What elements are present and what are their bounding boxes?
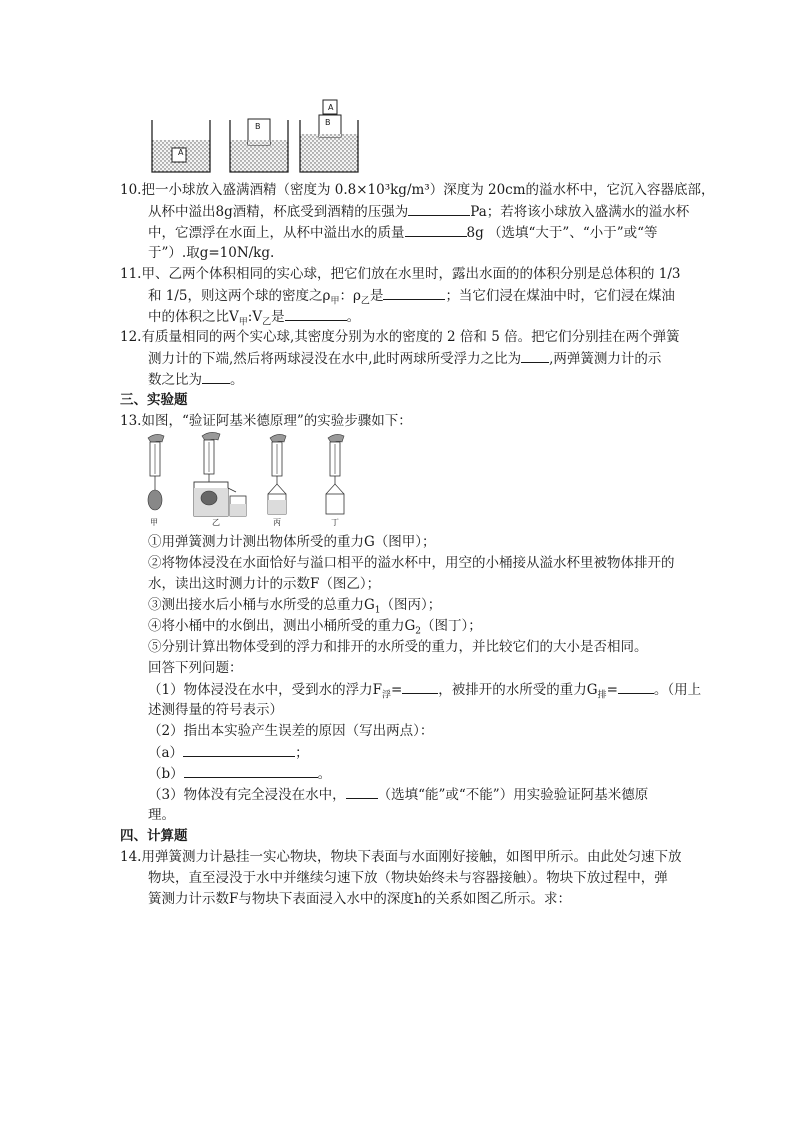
- block-b-label-2: B: [255, 122, 261, 131]
- q13-part-2a: （a） ；: [148, 742, 309, 763]
- q13-step-4: ④将小桶中的水倒出，测出小桶所受的重力$G_2$（图丁）；: [148, 618, 482, 637]
- q13-step-3: ③测出接水后小桶与水所受的总重力$G_1$（图丙）；: [148, 597, 442, 616]
- q13-part-1-cont: 述测得量的符号表示）: [148, 702, 283, 718]
- q13-intro: 13.如图，“验证阿基米德原理”的实验步骤如下：: [120, 413, 412, 429]
- q13-part-2: （2）指出本实验产生误差的原因（写出两点）：: [148, 723, 434, 739]
- q13-part-3: （3）物体没有完全浸没在水中， （选填“能”或“不能”）用实验验证阿基米德原: [148, 784, 648, 805]
- q13-part-3-cont: 理。: [148, 807, 175, 823]
- fig-label-bing: 丙: [273, 518, 281, 527]
- q13-step-1: ①用弹簧测力计测出物体所受的重力G（图甲）；: [148, 534, 436, 550]
- q11-line-2: 和 1/5，则这两个球的密度之$\rho_甲$：$\rho_乙$是 ；当它们浸在煤油中时，它们浸在煤油: [148, 285, 675, 312]
- fig-label-yi: 乙: [212, 518, 220, 527]
- scale-ding: [326, 434, 344, 514]
- q14-line-3: 簧测力计示数F与物块下表面浸入水中的深度h的关系如图乙所示。求：: [148, 891, 572, 907]
- scale-bing: [268, 434, 286, 514]
- fig-label-ding: 丁: [331, 518, 339, 527]
- q11-line-3: 中的体积之比$V_甲:V_乙$是 。: [148, 306, 360, 333]
- q13-step-5: ⑤分别计算出物体受到的浮力和排开的水所受的重力，并比较它们的大小是否相同。: [148, 639, 648, 655]
- q10-line-4: 于”）.取g=10N/kg.: [148, 245, 275, 261]
- q10-line-3: 中，它漂浮在水面上，从杯中溢出水的质量 8g （选填“大于”、“小于”或“等: [148, 222, 658, 243]
- block-a-label-1: A: [178, 148, 184, 157]
- scale-yi: [194, 432, 246, 516]
- beakers-figure: [148, 96, 368, 176]
- q13-answer-prompt: 回答下列问题：: [148, 660, 243, 676]
- experiment-figure: [146, 432, 362, 522]
- beaker-1: [152, 120, 210, 172]
- q10-line-2: 从杯中溢出8g酒精，杯底受到酒精的压强为 Pa；若将该小球放入盛满水的溢水杯: [148, 201, 689, 222]
- fig-label-jia: 甲: [150, 518, 158, 527]
- q11-line-1: 11.甲、乙两个体积相同的实心球，把它们放在水里时，露出水面的的体积分别是总体积的 1/3: [120, 266, 681, 282]
- q12-line-2: 测力计的下端,然后将两球浸没在水中,此时两球所受浮力之比为 ,两弹簧测力计的示: [148, 348, 661, 369]
- block-b-label-3: B: [325, 118, 331, 127]
- block-a-label-3: A: [328, 103, 334, 112]
- q12-line-1: 12.有质量相同的两个实心球,其密度分别为水的密度的 2 倍和 5 倍。把它们分别挂在两个弹簧: [120, 329, 680, 345]
- q13-step-2a: ②将物体浸没在水面恰好与溢口相平的溢水杯中，用空的小桶接从溢水杯里被物体排开的: [148, 555, 675, 571]
- q14-line-2: 物块，直至浸没于水中并继续匀速下放（物块始终未与容器接触）。物块下放过程中，弹: [148, 870, 668, 886]
- q10-line-1: 10.把一小球放入盛满酒精（密度为 0.8×10³kg/m³）深度为 20cm的溢水杯中，它沉入容器底部，: [120, 182, 715, 198]
- scale-jia: [148, 434, 164, 510]
- q13-part-2b: （b） 。: [148, 763, 331, 784]
- section-3-heading: 三、实验题: [120, 392, 188, 408]
- q14-line-1: 14.用弹簧测力计悬挂一实心物块，物块下表面与水面刚好接触，如图甲所示。由此处匀速下放: [120, 849, 682, 865]
- section-4-heading: 四、计算题: [120, 828, 188, 844]
- q12-line-3: 数之比为 。: [148, 369, 244, 390]
- q13-part-1: （1）物体浸没在水中，受到水的浮力$F_浮=$ ，被排开的水所受的重力$G_排=$ 。（用上: [148, 679, 701, 706]
- q13-step-2b: 水，读出这时测力计的示数F（图乙）；: [148, 576, 381, 592]
